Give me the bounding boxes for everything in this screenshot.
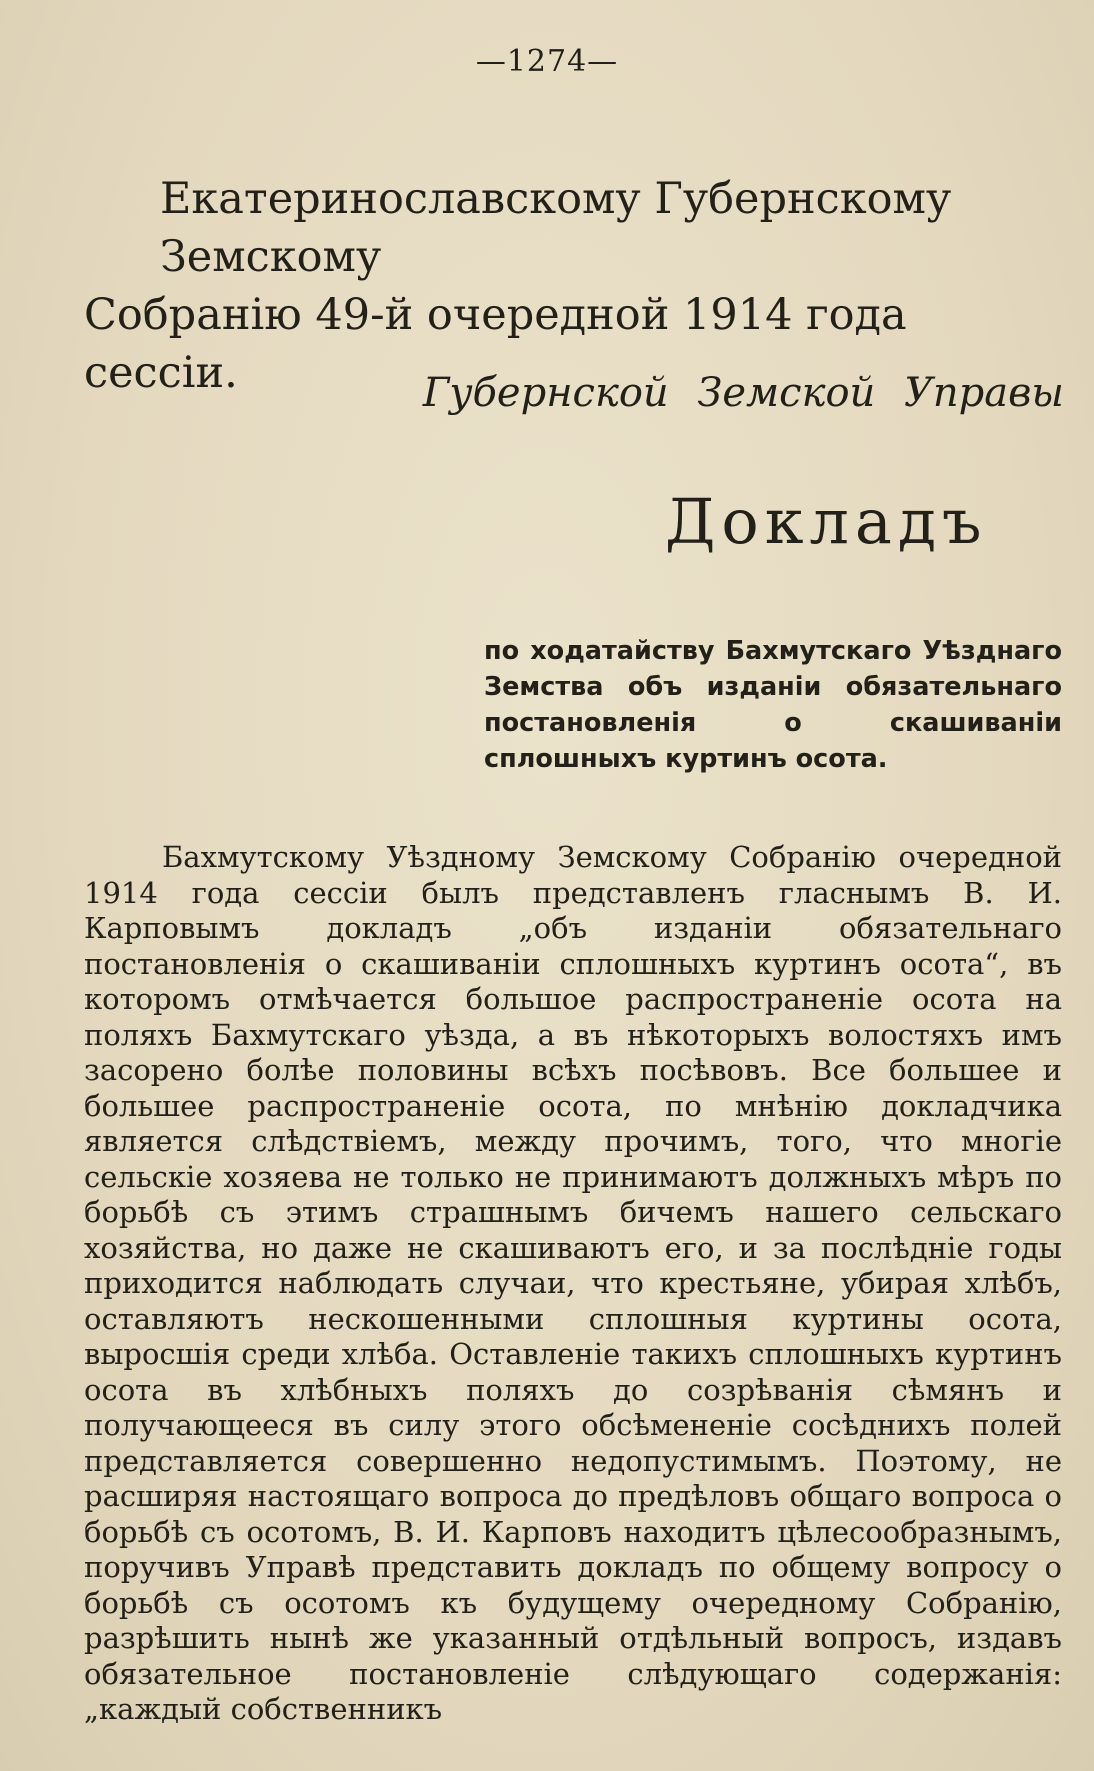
document-title: Докладъ <box>665 485 988 558</box>
addressee-heading <box>84 170 1064 402</box>
author-line: Губернской Земской Управы <box>422 370 1064 416</box>
page-number: —1274— <box>475 44 619 79</box>
body-paragraph: Бахмутскому Уѣздному Земскому Собранію очередной 1914 года сессіи былъ представленъ гласнымъ В. И. Карповымъ докладъ „объ изданіи обязательнаго постановленія о скашиваніи сплошныхъ куртинъ осота“, въ которомъ отмѣчается большое распространеніе осота на поляхъ Бахмутскаго уѣзда, а въ нѣкоторыхъ волостяхъ имъ засорено болѣе половины всѣхъ посѣвовъ. Все большее и большее распространеніе осота, по мнѣнію докладчика является слѣдствіемъ, между прочимъ, того, что многіе сельскіе хозяева не только не принимаютъ должныхъ мѣръ по борьбѣ съ этимъ страшнымъ бичемъ нашего сельскаго хозяйства, но даже не скашиваютъ его, и за послѣдніе годы приходится наблюдать случаи, что крестьяне, убирая хлѣбъ, оставляютъ нескошенными сплошныя куртины осота, выросшія среди хлѣба. Оставленіе такихъ сплошныхъ куртинъ осота въ хлѣбныхъ поляхъ до созрѣванія сѣмянъ и получающееся въ силу этого обсѣмененіе сосѣднихъ полей представляется совершенно недопустимымъ. Поэтому, не расширяя настоящаго вопроса до предѣловъ общаго вопроса о борьбѣ съ осотомъ, В. И. Карповъ находитъ цѣлесообразнымъ, поручивъ Управѣ представить докладъ по общему вопросу о борьбѣ съ осотомъ къ будущему очередному Собранію, разрѣшить нынѣ же указанный отдѣльный вопросъ, издавъ обязательное постановленіе слѣдующаго содержанія: „каждый собственникъ <box>84 840 1062 1726</box>
addressee-line-1: Екатеринославскому Губернскому Земскому <box>160 174 952 282</box>
addressee-line-2: Собранію 49-й очередной 1914 года сессіи. <box>84 290 907 398</box>
report-subject: по ходатайству Бахмутскаго Уѣзднаго Земства объ изданіи обязательнаго постановленія о скашиваніи сплошныхъ куртинъ осота. <box>484 636 1062 774</box>
